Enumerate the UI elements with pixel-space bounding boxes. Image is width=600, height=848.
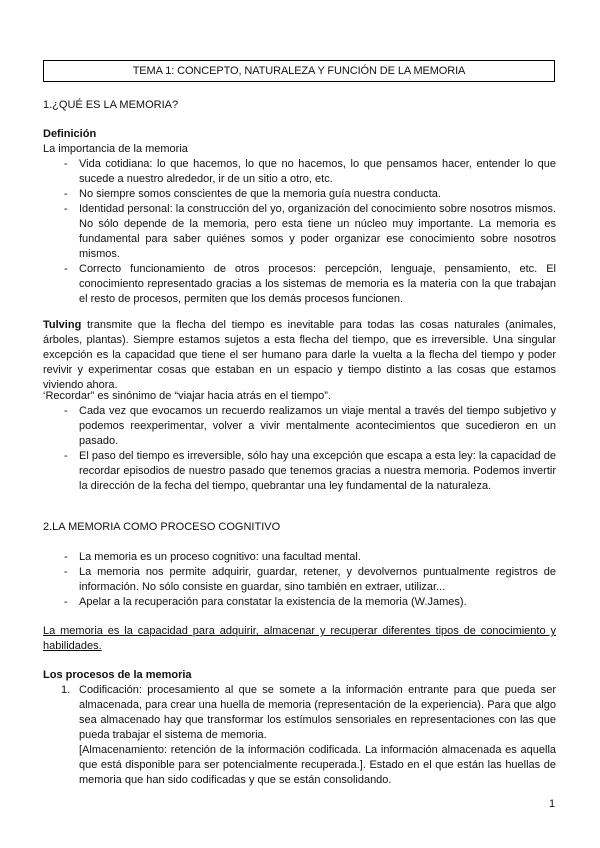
definicion-block (43, 127, 556, 307)
list-item: - La memoria nos permite adquirir, guardar, retener, y devolvernos puntualmente registros de información. No sólo consiste en guardar, sino también en extraer, utilizar... (43, 565, 556, 595)
list-item: - Cada vez que evocamos un recuerdo realizamos un viaje mental a través del tiempo subjetivo y podemos reexperimentar, volver a vivir mentalmente acontecimientos que sucedieron en un pasado. (43, 404, 556, 449)
list-item: - La memoria es un proceso cognitivo: una facultad mental. (43, 550, 556, 565)
list-item: - Identidad personal: la construcción del yo, organización del conocimiento sobre nosotros mismos. No sólo depende de la memoria, pero esta tiene un núcleo muy importante. La memoria es fundamental para saber quiénes somos y poder organizar ese conocimiento sobre nosotros mismos. (43, 202, 556, 262)
tulving-name: Tulving (43, 319, 82, 331)
list-item (43, 683, 556, 788)
recordar-list (43, 404, 556, 494)
item-text: Codificación: procesamiento al que se somete a la información entrante para que pueda ser almacenada, para crear una huella de memoria (representación de la experiencia). Para que algo sea almacenado hay que transformar los estímulos sensoriales en representaciones con las que pueda trabajar el sistema de memoria. (79, 684, 556, 741)
section-1-heading: 1.¿QUÉ ES LA MEMORIA? (43, 99, 179, 111)
tulving-paragraph (43, 318, 556, 393)
item-bracket-text: [Almacenamiento: retención de la información codificada. La información almacenada es aquella que está disponible para ser potencialmente recuperada.]. Estado en el que están las huellas de memoria que han sido codificadas y que se están consolidando. (79, 744, 556, 786)
list-item: - No siempre somos conscientes de que la memoria guía nuestra conducta. (43, 187, 556, 202)
procesos-list (43, 683, 556, 788)
list-item: - Apelar a la recuperación para constatar la existencia de la memoria (W.James). (43, 595, 556, 610)
importance-list (43, 157, 556, 307)
cognitive-block (43, 550, 556, 610)
procesos-block (43, 668, 556, 788)
recordar-block (43, 389, 556, 494)
list-item: - El paso del tiempo es irreversible, sólo hay una excepción que escapa a esta ley: la capacidad de recordar episodios de nuestro pasado que tenemos gracias a nuestra memoria. Podemos invertir la dirección de la fecha del tiempo, quebrantar una ley fundamental de la naturaleza. (43, 449, 556, 494)
item-number: 1. (61, 684, 71, 696)
list-item: - Vida cotidiana: lo que hacemos, lo que no hacemos, lo que pensamos hacer, entender lo que sucede a nuestro alrededor, ir de un sitio a otro, etc. (43, 157, 556, 187)
definicion-heading: Definición (43, 128, 97, 140)
list-item: - Correcto funcionamiento de otros procesos: percepción, lenguaje, pensamiento, etc. El conocimiento representado gracias a los sistemas de memoria es la materia con la que trabajan el resto de procesos, permiten que los demás procesos funcionen. (43, 262, 556, 307)
recordar-line: ‘Recordar” es sinónimo de “viajar hacia atrás en el tiempo”. (43, 390, 331, 402)
memory-definition: La memoria es la capacidad para adquirir, almacenar y recuperar diferentes tipos de conocimiento y habilidades. (43, 625, 556, 652)
section-2-heading: 2.LA MEMORIA COMO PROCESO COGNITIVO (43, 521, 281, 533)
page-number: 1 (549, 798, 556, 810)
page-title: TEMA 1: CONCEPTO, NATURALEZA Y FUNCIÓN DE LA MEMORIA (43, 60, 555, 82)
tulving-text: transmite que la flecha del tiempo es inevitable para todas las cosas naturales (animales, árboles, plantas). Siempre estamos sujetos a esta flecha del tiempo, que es irreversible. Una singular excepción es la capacidad que tiene el ser humano para darle la vuelta a la flecha del tiempo y poder revivir y experimentar cosas que estaban en un espacio y tiempo distinto a las cosas que estamos viviendo ahora. (43, 319, 556, 391)
procesos-heading: Los procesos de la memoria (43, 669, 192, 681)
cognitive-list (43, 550, 556, 610)
definicion-subtitle: La importancia de la memoria (43, 143, 188, 155)
